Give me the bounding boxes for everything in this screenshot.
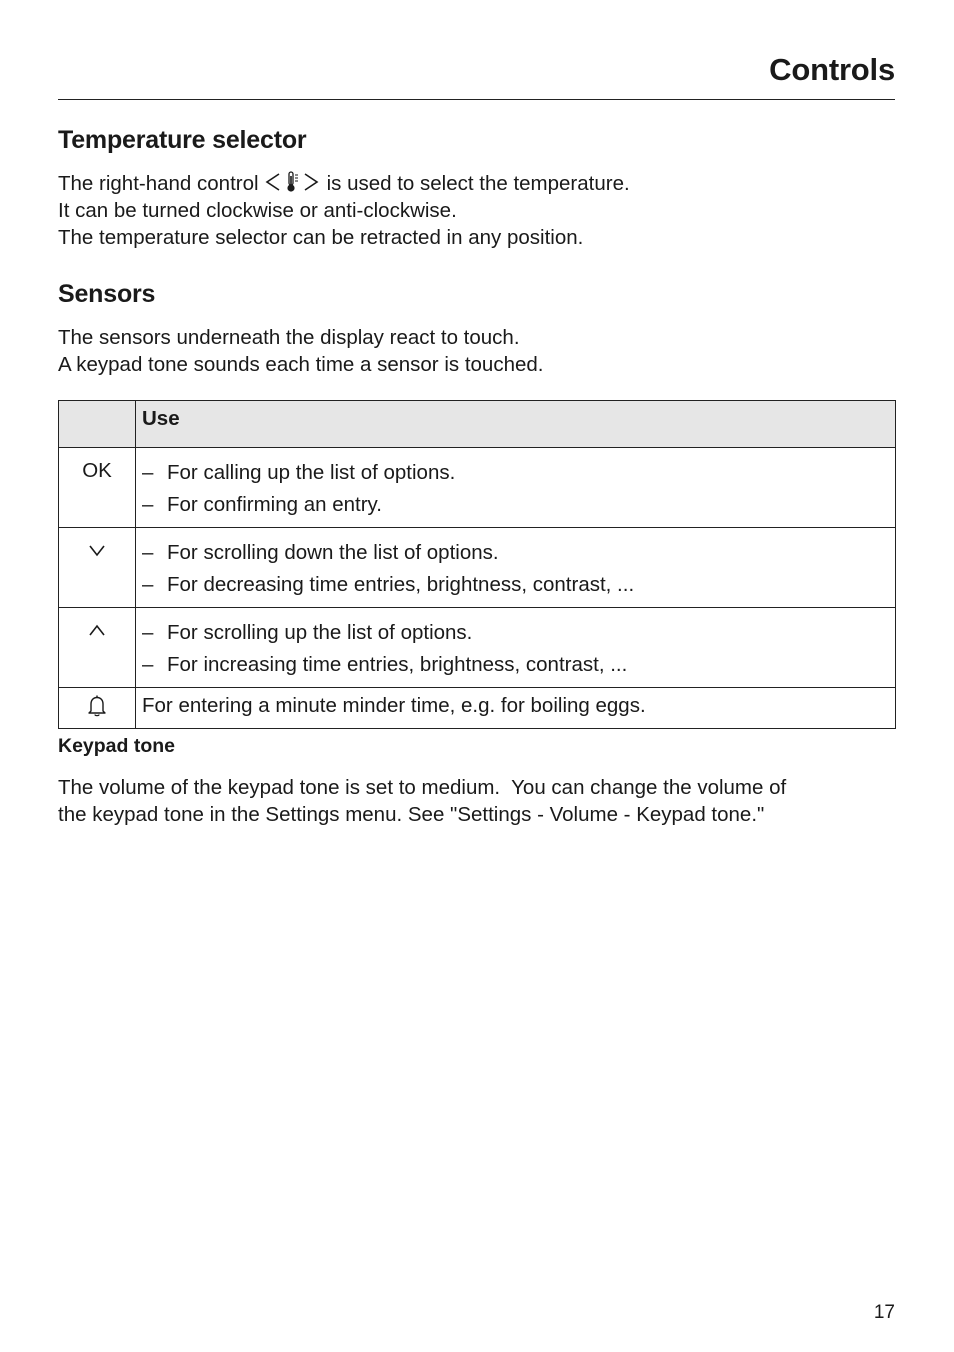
dash: –	[142, 493, 154, 516]
list-item	[142, 457, 889, 489]
list-item	[142, 537, 889, 569]
table-row	[59, 608, 896, 688]
keypad-tone-text	[58, 774, 786, 828]
table-row	[59, 528, 896, 608]
sensors-line-1: The sensors underneath the display react to touch.	[58, 326, 520, 349]
dash: –	[142, 541, 154, 564]
list-item	[142, 617, 889, 649]
table-header-row	[59, 401, 896, 448]
keypad-tone-heading: Keypad tone	[58, 735, 176, 757]
table-cell-use	[136, 448, 896, 528]
temperature-line-1-end: is used to select the temperature.	[326, 172, 630, 195]
table-cell-use	[136, 608, 896, 688]
table-cell-symbol	[59, 528, 136, 608]
temperature-line-1-start: The right-hand control	[58, 172, 259, 195]
table-row	[59, 448, 896, 528]
table-header-use: Use	[136, 401, 896, 448]
sensors-line-2: A keypad tone sounds each time a sensor is touched.	[58, 353, 544, 376]
table-cell-symbol	[59, 608, 136, 688]
dash: –	[142, 461, 154, 484]
header-divider	[58, 99, 895, 100]
list-item-text: For decreasing time entries, brightness, contrast, ...	[167, 573, 635, 596]
dash: –	[142, 573, 154, 596]
list-item-text: For calling up the list of options.	[167, 461, 456, 484]
table-cell-symbol	[59, 688, 136, 729]
thermometer-control-icon	[263, 171, 323, 193]
chevron-down-icon	[88, 543, 106, 557]
sensors-table	[58, 400, 896, 729]
page-number: 17	[873, 1302, 895, 1323]
table-cell-use: For entering a minute minder time, e.g. for boiling eggs.	[136, 688, 896, 729]
ok-symbol: OK	[59, 448, 136, 528]
temperature-line-3: The temperature selector can be retracted in any position.	[58, 226, 584, 249]
chevron-up-icon	[88, 623, 106, 637]
list-item-text: For scrolling down the list of options.	[167, 541, 499, 564]
list-item-text: For confirming an entry.	[167, 493, 382, 516]
list-item	[142, 569, 889, 601]
page-title: Controls	[769, 52, 895, 87]
temperature-line-2: It can be turned clockwise or anti-clockwise.	[58, 199, 457, 222]
sensors-heading: Sensors	[58, 280, 156, 308]
table-header-symbol	[59, 401, 136, 448]
list-item-text: For scrolling up the list of options.	[167, 621, 473, 644]
table-cell-use	[136, 528, 896, 608]
dash: –	[142, 621, 154, 644]
temperature-selector-heading: Temperature selector	[58, 126, 307, 154]
list-item	[142, 649, 889, 681]
table-row	[59, 688, 896, 729]
temperature-selector-text	[58, 170, 630, 251]
keypad-tone-line-2: the keypad tone in the Settings menu. See "Settings - Volume - Keypad tone."	[58, 803, 765, 826]
keypad-tone-line-1: The volume of the keypad tone is set to medium. You can change the volume of	[58, 776, 787, 799]
dash: –	[142, 653, 154, 676]
bell-icon	[86, 694, 108, 718]
sensors-text	[58, 324, 543, 378]
list-item-text: For increasing time entries, brightness, contrast, ...	[167, 653, 628, 676]
list-item	[142, 489, 889, 521]
temperature-line-1	[58, 170, 630, 197]
